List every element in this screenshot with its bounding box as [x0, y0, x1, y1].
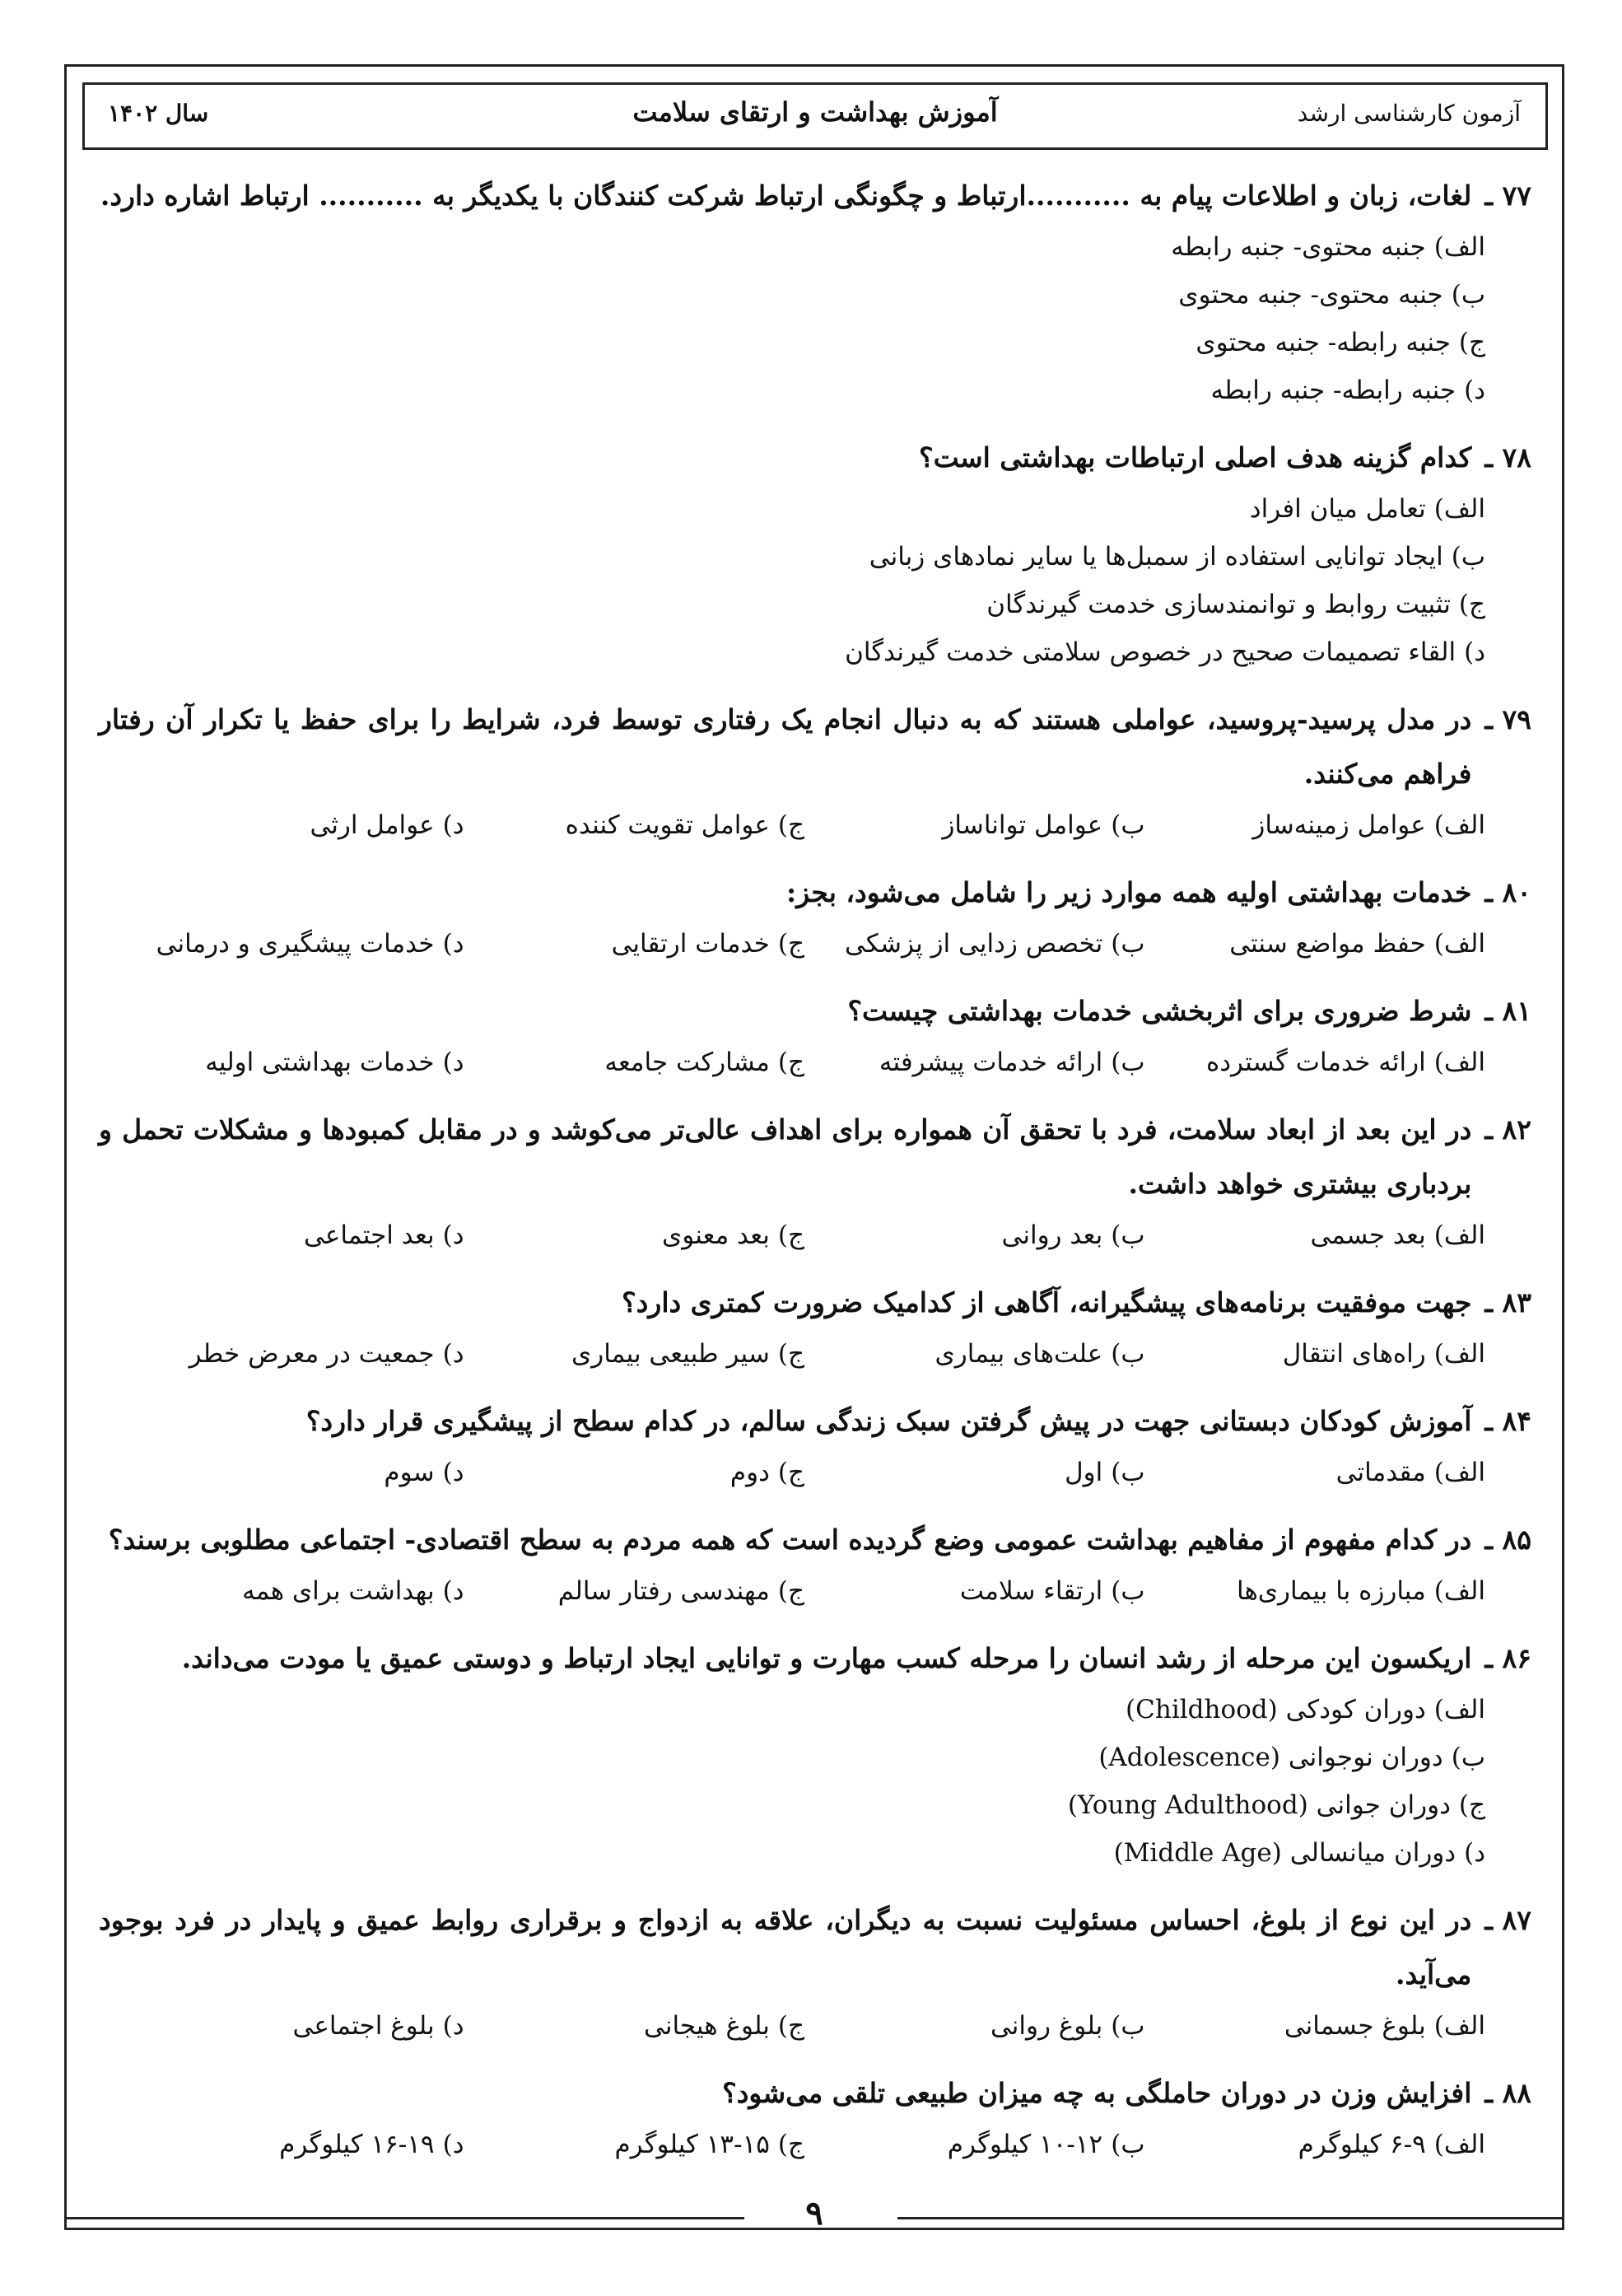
question — [99, 1893, 1531, 2050]
option-text: بلوغ روانی — [990, 2011, 1103, 2041]
option-marker: ج) — [777, 2011, 804, 2041]
page-header — [82, 82, 1548, 150]
option-marker: ب) — [1451, 280, 1485, 310]
answer-option — [99, 533, 1485, 581]
question-stem — [99, 1513, 1531, 1567]
question-text: لغات، زبان و اطلاعات پیام به ...........ارتباط و چگونگی ارتباط شرکت کنندگان با یکدیگر به ........... ارتباط اشاره دارد. — [100, 180, 1472, 212]
option-text: دوم — [729, 1458, 770, 1487]
answer-option — [804, 920, 1145, 968]
option-text: بعد روانی — [1001, 1220, 1103, 1250]
answer-option — [464, 920, 805, 968]
answer-option — [804, 2121, 1145, 2168]
answer-option — [1145, 1038, 1486, 1086]
option-marker: ج) — [777, 1048, 804, 1077]
option-text: خدمات بهداشتی اولیه — [205, 1048, 435, 1077]
answer-option — [464, 1038, 805, 1086]
question — [99, 2066, 1531, 2168]
answer-option — [1145, 1211, 1486, 1259]
answer-options — [99, 1038, 1531, 1086]
page-number: ۹ — [805, 2194, 823, 2233]
question-number: ۸۰ ـ — [1485, 876, 1531, 908]
option-text: تعامل میان افراد — [1249, 494, 1426, 524]
option-marker: ج) — [1458, 328, 1485, 357]
answer-option — [124, 1567, 464, 1615]
answer-option — [804, 1038, 1145, 1086]
answer-option — [99, 271, 1485, 319]
option-text: ۹-۶ کیلوگرم — [1298, 2130, 1426, 2159]
answer-option — [804, 801, 1145, 849]
option-marker: د) — [442, 1220, 464, 1250]
question — [99, 1276, 1531, 1378]
answer-option — [464, 1567, 805, 1615]
question-text: خدمات بهداشتی اولیه همه موارد زیر را شامل می‌شود، بجز: — [786, 876, 1472, 908]
option-text: ایجاد توانایی استفاده از سمبل‌ها یا سایر نمادهای زبانی — [869, 542, 1443, 572]
option-text: جنبه رابطه- جنبه رابطه — [1210, 376, 1457, 405]
question-number: ۸۳ ـ — [1485, 1286, 1531, 1318]
question-text: شرط ضروری برای اثربخشی خدمات بهداشتی چیست؟ — [847, 995, 1472, 1027]
option-marker: ب) — [1111, 810, 1145, 840]
option-marker: ج) — [777, 1339, 804, 1369]
option-marker: ب) — [1111, 1458, 1145, 1487]
option-text: دوران میانسالی — [1289, 1838, 1457, 1868]
answer-options — [99, 2121, 1531, 2168]
option-text: اول — [1065, 1458, 1103, 1487]
option-text: بلوغ جسمانی — [1284, 2011, 1426, 2041]
option-text: دوران نوجوانی — [1288, 1743, 1443, 1772]
question-number: ۸۲ ـ — [1485, 1113, 1531, 1146]
option-marker: ج) — [777, 929, 804, 959]
option-marker: الف) — [1433, 929, 1485, 959]
answer-option — [124, 1211, 464, 1259]
question-text: در کدام مفهوم از مفاهیم بهداشت عمومی وضع گردیده است که همه مردم به سطح اقتصادی- اجتماعی مطلوبی برسند؟ — [108, 1524, 1472, 1556]
option-text: مهندسی رفتار سالم — [557, 1576, 770, 1606]
answer-option — [464, 2121, 805, 2168]
option-text: ارائه خدمات پیشرفته — [879, 1048, 1103, 1077]
option-text: جمعیت در معرض خطر — [189, 1339, 435, 1369]
exam-name: آزمون کارشناسی ارشد — [1297, 100, 1521, 127]
answer-options — [99, 485, 1531, 676]
question — [99, 169, 1531, 414]
option-text: تثبیت روابط و توانمندسازی خدمت گیرندگان — [986, 590, 1451, 619]
answer-option — [804, 1211, 1145, 1259]
option-marker: ب) — [1111, 2011, 1145, 2041]
option-text: راه‌های انتقال — [1282, 1339, 1426, 1369]
answer-option — [464, 801, 805, 849]
option-marker: د) — [442, 810, 464, 840]
question-number: ۸۸ ـ — [1485, 2077, 1531, 2109]
answer-option — [124, 1330, 464, 1378]
option-marker: د) — [442, 2130, 464, 2159]
question-stem — [99, 1276, 1531, 1330]
answer-option — [99, 485, 1485, 533]
option-marker: الف) — [1433, 1458, 1485, 1487]
question-stem — [99, 1103, 1531, 1211]
answer-option — [804, 1330, 1145, 1378]
question-number: ۸۱ ـ — [1485, 995, 1531, 1027]
answer-option — [1145, 1330, 1486, 1378]
answer-options — [99, 1567, 1531, 1615]
question-number: ۸۷ ـ — [1485, 1904, 1531, 1936]
option-marker: ب) — [1111, 1048, 1145, 1077]
answer-option — [124, 1449, 464, 1496]
option-marker: ج) — [777, 2130, 804, 2159]
option-marker: ج) — [1458, 590, 1485, 619]
page-footer — [64, 2194, 1564, 2243]
answer-option — [99, 1686, 1485, 1734]
answer-options — [99, 2002, 1531, 2050]
option-marker: الف) — [1433, 1339, 1485, 1369]
option-marker: د) — [442, 929, 464, 959]
option-marker: د) — [442, 2011, 464, 2041]
option-marker: ج) — [777, 1458, 804, 1487]
question — [99, 1394, 1531, 1496]
option-english-term: (Middle Age) — [1113, 1838, 1282, 1868]
question-stem — [99, 693, 1531, 801]
footer-rule-right — [897, 2217, 1564, 2219]
answer-options — [99, 1686, 1531, 1877]
answer-option — [99, 628, 1485, 676]
option-marker: د) — [442, 1048, 464, 1077]
option-text: بلوغ اجتماعی — [292, 2011, 435, 2041]
option-text: تخصص زدایی از پزشکی — [845, 929, 1103, 959]
answer-option — [1145, 801, 1486, 849]
answer-option — [1145, 920, 1486, 968]
question-text: در این بعد از ابعاد سلامت، فرد با تحقق آن همواره برای اهداف عالی‌تر می‌کوشد و در مقابل کمبودها و مشکلات تحمل و بردباری بیشتری خواهد داشت. — [99, 1113, 1472, 1200]
answer-option — [99, 223, 1485, 271]
option-text: مشارکت جامعه — [604, 1048, 770, 1077]
question-number: ۸۶ ـ — [1485, 1642, 1531, 1674]
option-marker: الف) — [1433, 1576, 1485, 1606]
question-stem — [99, 984, 1531, 1038]
answer-option — [464, 1449, 805, 1496]
answer-option — [1145, 1567, 1486, 1615]
option-marker: ب) — [1451, 542, 1485, 572]
question — [99, 866, 1531, 968]
option-marker: الف) — [1433, 1048, 1485, 1077]
option-marker: د) — [442, 1458, 464, 1487]
question-text: در این نوع از بلوغ، احساس مسئولیت نسبت به دیگران، علاقه به ازدواج و برقراری روابط عمیق و پایدار در فرد بوجود می‌آید. — [99, 1904, 1472, 1990]
option-text: ۱۹-۱۶ کیلوگرم — [279, 2130, 435, 2159]
answer-option — [124, 920, 464, 968]
option-marker: ج) — [777, 810, 804, 840]
option-text: دوران جوانی — [1316, 1790, 1451, 1820]
question-text: آموزش کودکان دبستانی جهت در پیش گرفتن سبک زندگی سالم، در کدام سطح از پیشگیری قرار دارد؟ — [305, 1405, 1472, 1437]
answer-option — [124, 1038, 464, 1086]
answer-option — [99, 1734, 1485, 1781]
answer-option — [464, 2002, 805, 2050]
option-text: عوامل زمینه‌ساز — [1252, 810, 1426, 840]
option-english-term: (Adolescence) — [1098, 1743, 1280, 1772]
option-marker: ب) — [1111, 1576, 1145, 1606]
answer-option — [124, 2121, 464, 2168]
question-text: اریکسون این مرحله از رشد انسان را مرحله کسب مهارت و توانایی ایجاد ارتباط و دوستی عمیق یا مودت می‌داند. — [181, 1642, 1472, 1674]
answer-option — [99, 1829, 1485, 1877]
option-text: جنبه رابطه- جنبه محتوی — [1196, 328, 1451, 357]
option-marker: الف) — [1433, 1220, 1485, 1250]
question-text: کدام گزینه هدف اصلی ارتباطات بهداشتی است؟ — [919, 441, 1472, 474]
exam-year: سال ۱۴۰۲ — [108, 100, 209, 127]
answer-option — [804, 2002, 1145, 2050]
option-text: خدمات پیشگیری و درمانی — [156, 929, 435, 959]
option-text: جنبه محتوی- جنبه محتوی — [1178, 280, 1443, 310]
question — [99, 1103, 1531, 1259]
option-marker: الف) — [1433, 1695, 1485, 1724]
answer-options — [99, 1211, 1531, 1259]
answer-option — [1145, 2002, 1486, 2050]
answer-option — [124, 801, 464, 849]
answer-options — [99, 223, 1531, 414]
option-marker: د) — [442, 1339, 464, 1369]
option-text: بعد معنوی — [661, 1220, 770, 1250]
option-text: بعد اجتماعی — [304, 1220, 435, 1250]
question — [99, 431, 1531, 676]
question-number: ۷۷ ـ — [1485, 180, 1531, 212]
option-marker: د) — [1464, 1838, 1485, 1868]
option-text: دوران کودکی — [1285, 1695, 1426, 1724]
option-text: عوامل تقویت کننده — [565, 810, 770, 840]
answer-option — [804, 1567, 1145, 1615]
option-marker: الف) — [1433, 494, 1485, 524]
question-stem — [99, 1631, 1531, 1686]
option-english-term: (Young Adulthood) — [1067, 1790, 1308, 1820]
question-text: افزایش وزن در دوران حاملگی به چه میزان طبیعی تلقی می‌شود؟ — [722, 2077, 1472, 2109]
option-text: ۱۲-۱۰ کیلوگرم — [947, 2130, 1103, 2159]
question — [99, 984, 1531, 1086]
question — [99, 693, 1531, 849]
answer-option — [99, 581, 1485, 628]
option-text: ارائه خدمات گسترده — [1206, 1048, 1426, 1077]
option-marker: ج) — [777, 1220, 804, 1250]
option-text: بلوغ هیجانی — [644, 2011, 770, 2041]
question-text: در مدل پرسید-پروسید، عواملی هستند که به دنبال انجام یک رفتاری توسط فرد، شرایط را برای حفظ یا تکرار آن رفتار فراهم می‌کنند. — [99, 703, 1472, 790]
question — [99, 1631, 1531, 1877]
option-marker: د) — [1464, 637, 1485, 667]
option-text: مبارزه با بیماری‌ها — [1237, 1576, 1426, 1606]
answer-option — [804, 1449, 1145, 1496]
answer-option — [464, 1211, 805, 1259]
answer-option — [464, 1330, 805, 1378]
question-stem — [99, 169, 1531, 223]
answer-option — [99, 319, 1485, 366]
option-text: بعد جسمی — [1310, 1220, 1426, 1250]
option-text: خدمات ارتقایی — [611, 929, 770, 959]
question-number: ۷۹ ـ — [1485, 703, 1531, 735]
option-marker: ب) — [1111, 1339, 1145, 1369]
option-marker: الف) — [1433, 2130, 1485, 2159]
option-text: سیر طبیعی بیماری — [571, 1339, 770, 1369]
question-text: جهت موفقیت برنامه‌های پیشگیرانه، آگاهی از کدامیک ضرورت کمتری دارد؟ — [622, 1286, 1472, 1318]
option-marker: الف) — [1433, 810, 1485, 840]
option-marker: ج) — [777, 1576, 804, 1606]
question-number: ۸۵ ـ — [1485, 1524, 1531, 1556]
answer-option — [1145, 1449, 1486, 1496]
question-stem — [99, 1893, 1531, 2002]
option-marker: ب) — [1451, 1743, 1485, 1772]
answer-option — [99, 366, 1485, 414]
question-list — [99, 169, 1531, 2185]
option-marker: د) — [1464, 376, 1485, 405]
answer-option — [124, 2002, 464, 2050]
option-english-term: (Childhood) — [1126, 1695, 1278, 1724]
question-stem — [99, 1394, 1531, 1449]
option-marker: ج) — [1458, 1790, 1485, 1820]
question-stem — [99, 431, 1531, 485]
option-text: ارتقاء سلامت — [959, 1576, 1103, 1606]
course-title: آموزش بهداشت و ارتقای سلامت — [632, 96, 998, 128]
option-text: ۱۵-۱۳ کیلوگرم — [614, 2130, 770, 2159]
question — [99, 1513, 1531, 1615]
answer-option — [99, 1781, 1485, 1829]
option-text: مقدماتی — [1335, 1458, 1426, 1487]
answer-options — [99, 801, 1531, 849]
question-number: ۸۴ ـ — [1485, 1405, 1531, 1437]
option-text: بهداشت برای همه — [242, 1576, 435, 1606]
option-marker: الف) — [1433, 2011, 1485, 2041]
option-marker: ب) — [1111, 929, 1145, 959]
option-marker: الف) — [1433, 232, 1485, 262]
question-number: ۷۸ ـ — [1485, 441, 1531, 474]
option-marker: ب) — [1111, 1220, 1145, 1250]
option-marker: ب) — [1111, 2130, 1145, 2159]
option-text: عوامل ارثی — [310, 810, 435, 840]
question-stem — [99, 2066, 1531, 2121]
option-text: حفظ مواضع سنتی — [1229, 929, 1426, 959]
question-stem — [99, 866, 1531, 920]
answer-options — [99, 920, 1531, 968]
option-text: القاء تصمیمات صحیح در خصوص سلامتی خدمت گیرندگان — [845, 637, 1457, 667]
option-text: سوم — [384, 1458, 435, 1487]
option-text: عوامل تواناساز — [942, 810, 1103, 840]
answer-options — [99, 1449, 1531, 1496]
answer-option — [1145, 2121, 1486, 2168]
option-text: علت‌های بیماری — [935, 1339, 1103, 1369]
option-text: جنبه محتوی- جنبه رابطه — [1171, 232, 1426, 262]
option-marker: د) — [442, 1576, 464, 1606]
answer-options — [99, 1330, 1531, 1378]
